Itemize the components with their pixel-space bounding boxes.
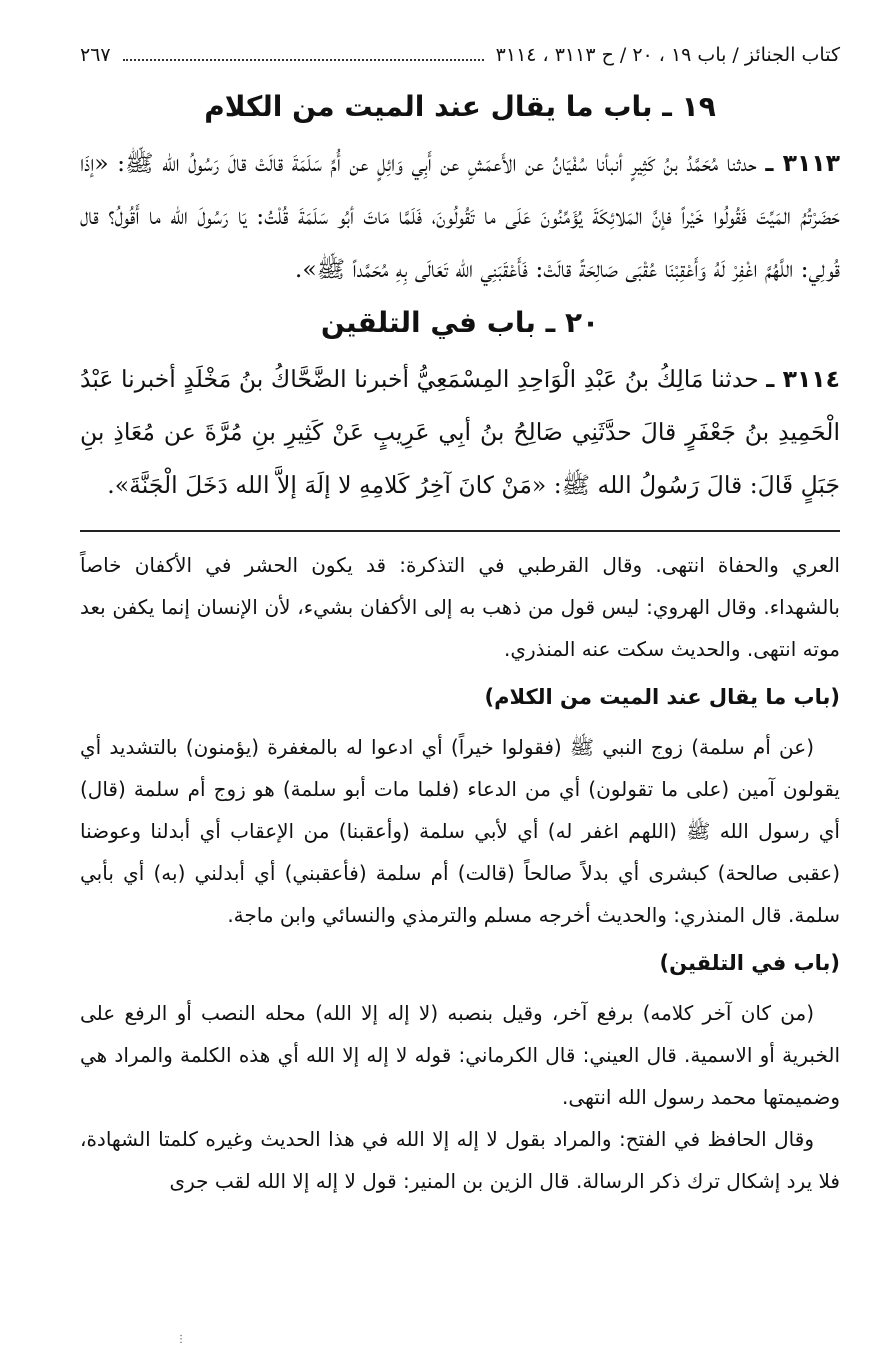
- commentary: [80, 544, 840, 1202]
- page-number: ٢٦٧: [80, 44, 111, 66]
- commentary-subtitle-1: (باب ما يقال عند الميت من الكلام): [484, 685, 840, 709]
- commentary-paragraph-2: (عن أم سلمة) زوج النبي ﷺ (فقولوا خيراً) أي ادعوا له بالمغفرة (يؤمنون) بالتشديد أي يقولون آمين (على ما تقولون) أي من الدعاء (فلما مات أبو سلمة) هو زوج أم سلمة (قال) أي رسول الله ﷺ (اللهم اغفر له) أي لأبي سلمة (وأعقبنا) من الإعقاب أي أبدلنا وعوضنا (عقبى صالحة) كبشرى أي بدلاً صالحاً (قالت) أم سلمة (فأعقبني) أي أبدلني (به) أي بأبي سلمة. قال المنذري: والحديث أخرجه مسلم والترمذي والنسائي وابن ماجة.: [80, 735, 840, 927]
- commentary-subtitle-2: (باب في التلقين): [659, 951, 840, 975]
- section-20-title: ٢٠ ـ باب في التلقين: [320, 306, 600, 339]
- commentary-paragraph-4: وقال الحافظ في الفتح: والمراد بقول لا إله إلا الله في هذا الحديث وغيره كلمتا الشهادة، فلا يرد إشكال ترك ذكر الرسالة. قال الزين بن المنير: قول لا إله إلا الله لقب جرى: [80, 1127, 840, 1193]
- hadith-3114: [80, 353, 840, 512]
- book-page: [80, 44, 840, 1202]
- section-19-title: ١٩ ـ باب ما يقال عند الميت من الكلام: [204, 90, 716, 123]
- header-dot-leader: [123, 59, 484, 61]
- commentary-paragraph-1: العري والحفاة انتهى. وقال القرطبي في التذكرة: قد يكون الحشر في الأكفان خاصاً بالشهداء. وقال الهروي: ليس قول من ذهب به إلى الأكفان بشيء، لأن الإنسان إنما يكفن بعد موته انتهى. والحديث سكت عنه المنذري.: [80, 553, 840, 661]
- hadith-3114-text: حدثنا مَالِكُ بنُ عَبْدِ الْوَاحِدِ المِسْمَعِيُّ أخبرنا الضَّحَّاكُ بنُ مَخْلَدٍ أخبرنا عَبْدُ الْحَمِيدِ بنُ جَعْفَرٍ قالَ حدَّثَنِي صَالِحُ بنُ أبِي عَرِيبٍ عَنْ كَثِيرِ بنِ مُرَّةَ عن مُعَاذِ بنِ جَبَلٍ قَالَ: قالَ رَسُولُ الله ﷺ: «مَنْ كانَ آخِرُ كَلامِهِ لا إلَهَ إلاَّ الله دَخَلَ الْجَنَّةَ».: [80, 365, 840, 499]
- page-footer-mark: ⋮: [176, 1334, 186, 1345]
- footnote-divider: [80, 530, 840, 532]
- hadith-3114-number: ٣١١٤ ـ: [766, 365, 840, 393]
- running-header: [80, 44, 840, 80]
- hadith-3113-number: ٣١١٣ ـ: [765, 149, 840, 177]
- commentary-paragraph-3: (من كان آخر كلامه) برفع آخر، وقيل بنصبه (لا إله إلا الله) محله النصب أو الرفع على الخبرية أو الاسمية. قال العيني: قال الكرماني: قوله لا إله إلا الله أي هذه الكلمة والمراد هي وضميمتها محمد رسول الله انتهى.: [80, 1001, 840, 1109]
- running-title: كتاب الجنائز / باب ١٩ ، ٢٠ / ح ٣١١٣ ، ٣١١٤: [495, 44, 840, 66]
- hadith-3113: [80, 137, 840, 296]
- hadith-3113-text: حدثنا مُحَمَّدُ بنُ كَثِيرٍ أنبأنا سُفْيَانُ عن الأَعمَشِ عن أَبِي وَائِلٍ عن أُمِّ سَلَمَةَ قالَتْ قالَ رَسُولُ الله ﷺ: «إذَا حَضَرْتُمُ المَيِّتَ فَقُولُوا خَيْراً فإنَّ المَلائِكَةَ يُؤَمِّنُونَ عَلَى ما تَقُولُونَ، فَلَمَّا مَاتَ أبُو سَلَمَةَ قُلْتُ: يَا رَسُولَ الله ما أَقُولُ؟ قال قُولِي: اللَّهُمَّ اغْفِرْ لَهُ وَأَعْقِبْنَا عُقْبَى صَالِحَةً قالَتْ: فَأَعْقَبَنِي الله تَعَالَى بِهِ مُحَمَّداً ﷺ».: [80, 149, 840, 283]
